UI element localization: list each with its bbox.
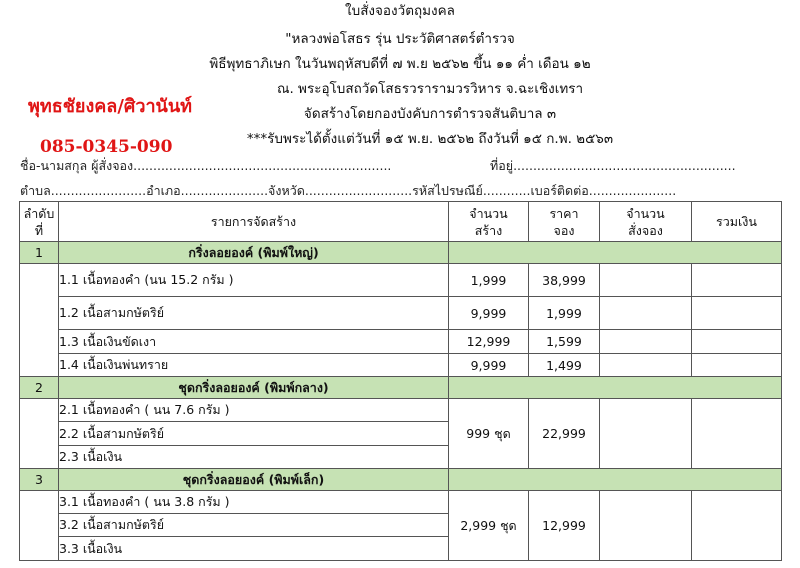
total-cell[interactable]	[692, 354, 782, 377]
group-name: กริ่งลอยองค์ (พิมพ์ใหญ่)	[59, 242, 449, 264]
item-name: 2.3 เนื้อเงิน	[59, 446, 449, 469]
col-order-header: จำนวน สั่งจอง	[600, 202, 692, 242]
item-name: 1.3 เนื้อเงินขัดเงา	[59, 330, 449, 354]
item-price: 1,999	[529, 297, 600, 330]
organizer-line: จัดสร้างโดยกองบังคับการตำรวจสันติบาล ๓	[303, 106, 557, 122]
item-qty: 9,999	[449, 354, 529, 377]
group-no: 3	[20, 469, 59, 491]
col-total-header: รวมเงิน	[692, 202, 782, 242]
order-table	[19, 201, 782, 561]
table-row	[20, 297, 782, 330]
item-name: 1.4 เนื้อเงินพ่นทราย	[59, 354, 449, 377]
order-qty-cell[interactable]	[600, 297, 692, 330]
form-title: ใบสั่งจองวัตถุมงคล	[345, 3, 455, 19]
total-cell[interactable]	[692, 297, 782, 330]
group-name: ชุดกริ่งลอยองค์ (พิมพ์เล็ก)	[59, 469, 449, 491]
item-name: 3.3 เนื้อเงิน	[59, 537, 449, 561]
col-qty-header: จำนวน สร้าง	[449, 202, 529, 242]
set-price: 12,999	[529, 491, 600, 561]
table-row	[20, 354, 782, 377]
table-row	[20, 399, 782, 422]
pickup-note: ***รับพระได้ตั้งแต่วันที่ ๑๕ พ.ย. ๒๕๖๒ ถึงวันที่ ๑๕ ก.พ. ๒๕๖๓	[246, 131, 614, 147]
address-field-label[interactable]: ที่อยู่........................................................	[490, 158, 736, 173]
item-qty: 12,999	[449, 330, 529, 354]
form-name-address-line	[20, 156, 780, 176]
seller-name: พุทธชัยงคล/ศิวานันท์	[28, 96, 193, 117]
group-name: ชุดกริ่งลอยองค์ (พิมพ์กลาง)	[59, 377, 449, 399]
total-cell[interactable]	[692, 399, 782, 469]
order-qty-cell[interactable]	[600, 399, 692, 469]
seller-phone: 085-0345-090	[40, 137, 173, 157]
total-cell[interactable]	[692, 491, 782, 561]
table-row	[20, 264, 782, 297]
group-row	[20, 469, 782, 491]
order-qty-cell[interactable]	[600, 354, 692, 377]
name-field-label[interactable]: ชื่อ-นามสกุล ผู้สั่งจอง.................................................................	[20, 158, 392, 173]
venue-line: ณ. พระอุโบสถวัดโสธรวรารามวรวิหาร จ.ฉะเชิงเทรา	[276, 81, 584, 97]
group-row	[20, 242, 782, 264]
set-qty: 2,999 ชุด	[449, 491, 529, 561]
group-no: 1	[20, 242, 59, 264]
total-cell[interactable]	[692, 330, 782, 354]
item-price: 1,499	[529, 354, 600, 377]
item-price: 1,599	[529, 330, 600, 354]
table-header-row	[20, 202, 782, 242]
item-name: 1.1 เนื้อทองคำ (นน 15.2 กรัม )	[59, 264, 449, 297]
col-item-header: รายการจัดสร้าง	[59, 202, 449, 242]
col-price-header: ราคา จอง	[529, 202, 600, 242]
col-no-header: ลำดับ ที่	[20, 202, 59, 242]
order-qty-cell[interactable]	[600, 264, 692, 297]
item-qty: 9,999	[449, 297, 529, 330]
total-cell[interactable]	[692, 264, 782, 297]
item-name: 2.1 เนื้อทองคำ ( นน 7.6 กรัม )	[59, 399, 449, 422]
item-name: 3.1 เนื้อทองคำ ( นน 3.8 กรัม )	[59, 491, 449, 514]
set-qty: 999 ชุด	[449, 399, 529, 469]
group-no: 2	[20, 377, 59, 399]
ceremony-line: พิธีพุทธาภิเษก ในวันพฤหัสบดีที่ ๗ พ.ย ๒๕๖๒ ขึ้น ๑๑ ค่ำ เดือน ๑๒	[209, 56, 591, 72]
order-qty-cell[interactable]	[600, 330, 692, 354]
table-row	[20, 330, 782, 354]
item-name: 1.2 เนื้อสามกษัตริย์	[59, 297, 449, 330]
amulet-name: "หลวงพ่อโสธร รุ่น ประวัติศาสตร์ตำรวจ	[285, 31, 515, 47]
group-row	[20, 377, 782, 399]
item-qty: 1,999	[449, 264, 529, 297]
set-price: 22,999	[529, 399, 600, 469]
item-name: 2.2 เนื้อสามกษัตริย์	[59, 422, 449, 446]
item-price: 38,999	[529, 264, 600, 297]
item-name: 3.2 เนื้อสามกษัตริย์	[59, 514, 449, 537]
order-qty-cell[interactable]	[600, 491, 692, 561]
form-location-line[interactable]: ตำบล........................อำเภอ......................จังหวัด...........................รหัสไปรษณีย์............เบอร์ติดต่อ......................	[20, 183, 677, 198]
table-row	[20, 491, 782, 514]
